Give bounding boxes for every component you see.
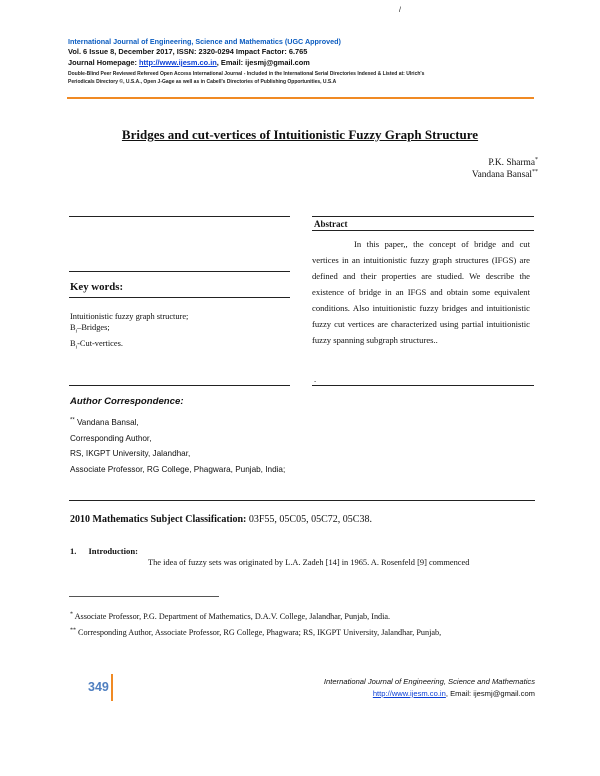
msc-line: [70, 514, 372, 525]
footer-journal: International Journal of Engineering, Science and Mathematics: [323, 677, 535, 686]
intro-title: Introduction:: [88, 546, 138, 556]
footer-links: [200, 689, 535, 698]
keyword-item: [70, 322, 188, 338]
author-1-name: P.K. Sharma: [488, 158, 535, 168]
abstract-text: [312, 236, 530, 348]
paper-title: Bridges and cut-vertices of Intuitionistic Fuzzy Graph Structure: [121, 127, 479, 142]
keyword-subscript: i: [75, 328, 78, 335]
correspondence-line: Corresponding Author,: [70, 433, 152, 443]
keywords-heading: Key words:: [70, 281, 124, 293]
homepage-link[interactable]: http://www.ijesm.co.in: [139, 58, 217, 67]
keyword-item: [70, 338, 188, 354]
top-mark: /: [399, 7, 401, 14]
intro-text: The idea of fuzzy sets was originated by L.A. Zadeh [14] in 1965. A. Rosenfeld [9] commenced: [148, 558, 470, 567]
intro-number: 1.: [70, 546, 77, 556]
correspondence-name: Vandana Bansal,: [76, 418, 139, 427]
keywords-heading-bottom-rule: [69, 297, 290, 298]
msc-label: 2010 Mathematics Subject Classification:: [70, 514, 247, 525]
correspondence-heading: Author Correspondence:: [70, 396, 184, 407]
journal-title: International Journal of Engineering, Science and Mathematics (UGC Approved): [68, 37, 341, 46]
msc-codes: 03F55, 05C05, 05C72, 05C38.: [248, 514, 372, 525]
indexing-note: [68, 70, 538, 86]
correspondence-line: Associate Professor, RG College, Phagwara, Punjab, India;: [70, 464, 286, 474]
header-divider: [67, 97, 534, 99]
footnote-1-text: Associate Professor, P.G. Department of Mathematics, D.A.V. College, Jalandhar, Punjab, India.: [74, 612, 391, 621]
footnote-1: [70, 612, 390, 621]
author-2-mark: **: [532, 168, 538, 175]
keyword-rest: –Bridges;: [77, 323, 110, 332]
abstract-bottom-rule: [312, 385, 534, 386]
msc-top-rule: [69, 500, 535, 501]
author-1: [472, 158, 538, 168]
journal-volume-line: Vol. 6 Issue 8, December 2017, ISSN: 2320-0294 Impact Factor: 6.765: [68, 47, 308, 56]
keywords-list: [70, 311, 188, 353]
correspondence-mark: **: [70, 417, 75, 424]
abstract-heading: Abstract: [314, 219, 348, 229]
author-2: [450, 170, 538, 180]
journal-email: , Email: ijesmj@gmail.com: [216, 58, 310, 67]
keyword-symbol: B: [70, 338, 76, 348]
author-1-mark: *: [535, 156, 538, 163]
abstract-top-rule: [312, 216, 534, 217]
keyword-rest: -Cut-vertices.: [77, 338, 123, 348]
homepage-label: Journal Homepage:: [68, 58, 140, 67]
footer-url-link[interactable]: http://www.ijesm.co.in: [372, 689, 446, 698]
correspondence-line: [70, 415, 285, 431]
footnote-2: [70, 628, 441, 637]
correspondence-line: RS, IKGPT University, Jalandhar,: [70, 449, 191, 458]
abstract-text-content: In this paper,, the concept of bridge and cut vertices in an intuitionistic fuzzy graph structures (IFGS) are defined and their properties are studied. We describe the existence of bridge in an IFGS and obtain some equivalent conditions. Also intuitionistic fuzzy bridges and intuitionistic fuzzy cut vertices are characterized using partial intuitionistic fuzzy spanning subgraph structures..: [312, 239, 530, 345]
keyword-symbol: B: [70, 323, 76, 332]
keywords-bottom-rule: [69, 385, 290, 386]
footnote-2-text: Corresponding Author, Associate Professor, RG College, Phagwara; RS, IKGPT University, Jalandhar, Punjab,: [78, 628, 442, 637]
footnote-1-mark: *: [70, 611, 73, 618]
abstract-trailing: .: [314, 374, 317, 384]
intro-heading: [70, 546, 138, 556]
indexing-line-1: Double-Blind Peer Reviewed Refereed Open Access International Journal - Included in the International Serial Directories Indexed & Listed at: Ulrich's: [68, 71, 425, 77]
footnote-separator: [69, 596, 219, 597]
correspondence-details: [70, 415, 285, 477]
journal-homepage-line: [68, 58, 310, 67]
keyword-item: Intuitionistic fuzzy graph structure;: [70, 312, 189, 321]
page-number: 349: [88, 680, 109, 694]
indexing-line-2: Periodicals Directory ©, U.S.A., Open J-Gage as well as in Cabell's Directories of Publishing Opportunities, U.S.A: [68, 79, 337, 85]
page-number-bar: [111, 674, 113, 701]
keywords-top-rule: [69, 216, 290, 217]
abstract-heading-rule: [312, 230, 534, 231]
keywords-heading-top-rule: [69, 271, 290, 272]
keyword-subscript: i: [75, 344, 78, 351]
footer-email: , Email: ijesmj@gmail.com: [445, 689, 535, 698]
author-2-name: Vandana Bansal: [471, 170, 532, 180]
footnote-2-mark: **: [70, 627, 76, 634]
